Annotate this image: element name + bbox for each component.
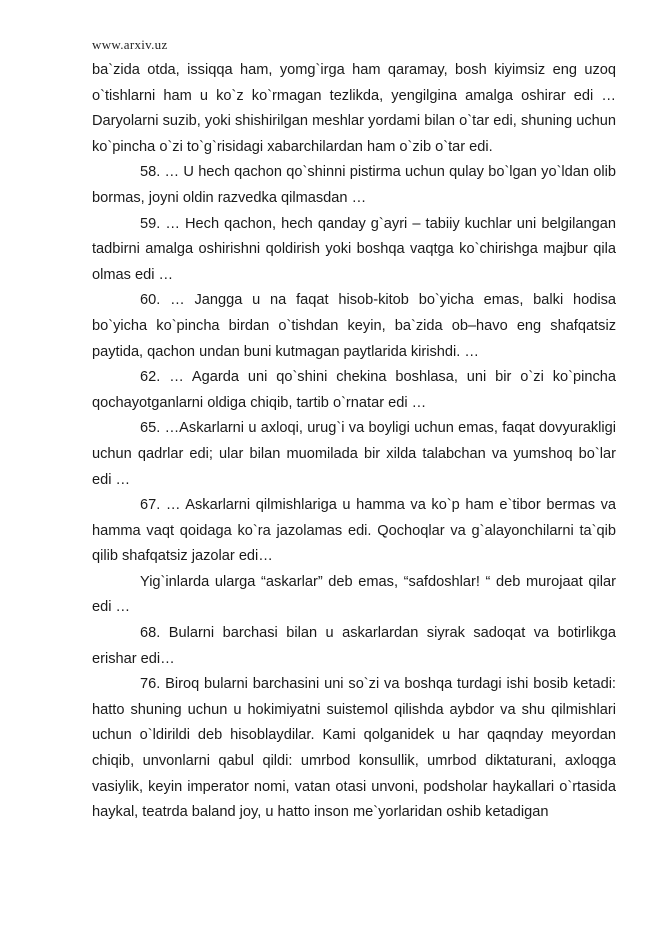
paragraph: 60. … Jangga u na faqat hisob-kitob bo`yicha emas, balki hodisa bo`yicha ko`pincha birdan o`tishdan keyin, ba`zida ob–havo eng shafqatsiz paytida, qachon undan buni kutmagan paytlarida kirishdi. … [92, 292, 616, 360]
paragraph: 76. Biroq bularni barchasini uni so`zi va boshqa turdagi ishi bosib ketadi: hatto shuning uchun u hokimiyatni suistemol qilishda aybdor va shu qilmishlari uchun o`ldirildi deb hisoblaydilar. Kami qolganidek u har qaqnday meyordan chiqib, unvonlarni qabul qildi: umrbod konsullik, umrbod diktaturani, axloqga vasiylik, keyin imperator nomi, vatan otasi unvoni, podsholar haykallari o`rtasida haykal, teatrda baland joy, u hatto inson me`yorlaridan oshib ketadigan [92, 676, 616, 821]
paragraph: 59. … Hech qachon, hech qanday g`ayri – tabiiy kuchlar uni belgilangan tadbirni amalga oshirishni qoldirish yoki boshqa vaqtga ko`chirishga majbur qila olmas edi … [92, 215, 616, 283]
paragraph: 68. Bularni barchasi bilan u askarlardan siyrak sadoqat va botirlikga erishar edi… [92, 625, 616, 667]
site-header[interactable]: www.arxiv.uz [92, 37, 168, 52]
document-body [92, 58, 616, 826]
paragraph: 62. … Agarda uni qo`shini chekina boshlasa, uni bir o`zi ko`pincha qochayotganlarni oldiga chiqib, tartib o`rnatar edi … [92, 369, 616, 411]
paragraph: 58. … U hech qachon qo`shinni pistirma uchun qulay bo`lgan yo`ldan olib bormas, joyni oldin razvedka qilmasdan … [92, 164, 616, 206]
paragraph: Yig`inlarda ularga “askarlar” deb emas, “safdoshlar! “ deb murojaat qilar edi … [92, 573, 616, 616]
paragraph: ba`zida otda, issiqqa ham, yomg`irga ham qaramay, bosh kiyimsiz eng uzoq o`tishlarni ham u ko`z ko`rmagan tezlikda, yengilgina amalga oshirar edi … Daryolarni suzib, yoki shishirilgan meshlar yordami bilan o`tar edi, shuning uchun ko`pincha o`zi to`g`risidagi xabarchilardan ham o`zib o`tar edi. [92, 62, 616, 155]
paragraph: 67. … Askarlarni qilmishlariga u hamma va ko`p ham e`tibor bermas va hamma vaqt qoidaga ko`ra jazolamas edi. Qochoqlar va g`alayonchilarni ta`qib qilib shafqatsiz jazolar edi… [92, 497, 616, 565]
paragraph: 65. …Askarlarni u axloqi, urug`i va boyligi uchun emas, faqat dovyurakligi uchun qadrlar edi; ular bilan muomilada bir xilda talabchan va yumshoq bo`lar edi … [92, 420, 616, 488]
